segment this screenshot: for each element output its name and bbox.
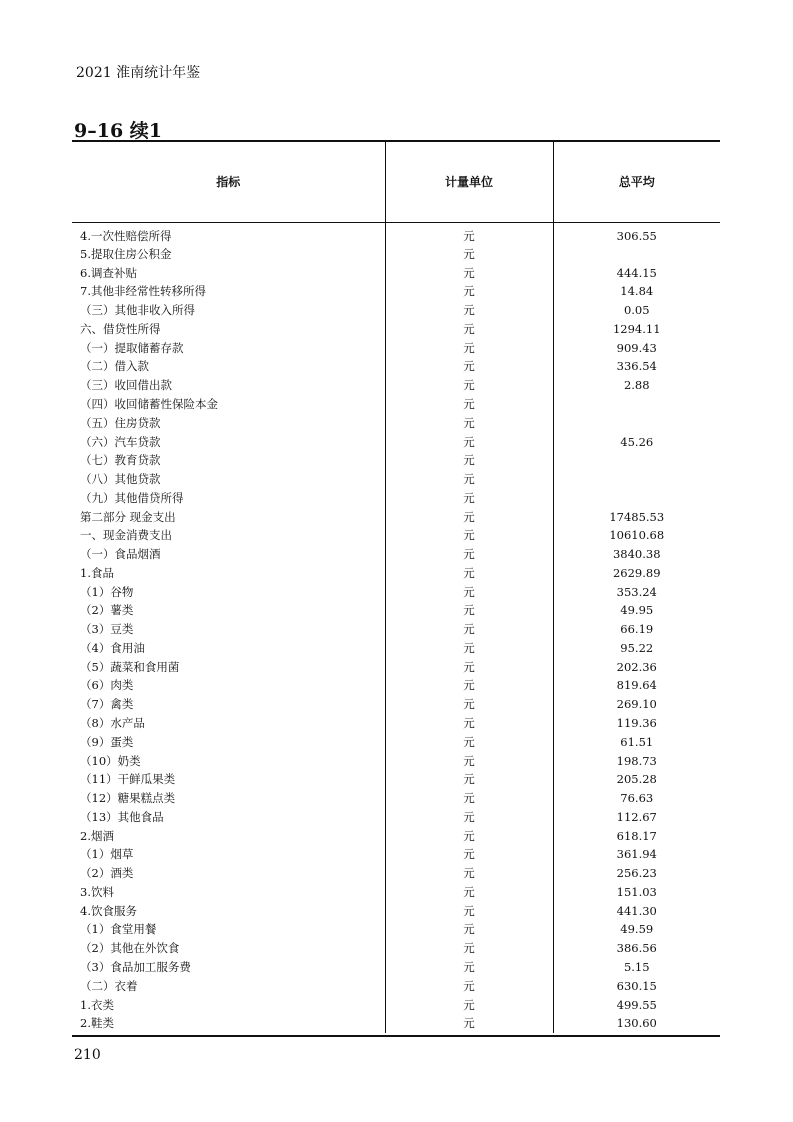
table-row: [72, 395, 720, 414]
table-row: [72, 789, 720, 808]
row-unit: 元: [385, 507, 553, 526]
row-indicator: 2.鞋类: [80, 1016, 114, 1031]
row-indicator: （9）蛋类: [80, 734, 134, 749]
row-indicator: （四）收回储蓄性保险本金: [80, 397, 218, 411]
row-indicator: （三）其他非收入所得: [80, 303, 195, 318]
statistics-table: [72, 140, 720, 1033]
table-row: [72, 376, 720, 395]
row-unit: 元: [385, 995, 553, 1014]
table-row: [72, 282, 720, 301]
row-indicator: （六）汽车贷款: [80, 434, 161, 449]
row-unit: 元: [385, 357, 553, 376]
row-value: [553, 451, 720, 470]
row-value: 0.05: [623, 303, 650, 318]
row-indicator: （2）薯类: [80, 603, 134, 618]
row-unit: 元: [385, 320, 553, 339]
row-value: 119.36: [616, 716, 657, 731]
row-indicator: （5）蔬菜和食用菌: [80, 659, 180, 674]
row-value: 3840.38: [612, 547, 661, 562]
table-row: [72, 901, 720, 920]
row-unit: 元: [385, 245, 553, 264]
row-unit: 元: [385, 282, 553, 301]
row-value: 819.64: [616, 678, 657, 693]
column-header-average: 总平均: [618, 175, 655, 190]
table-row: [72, 582, 720, 601]
table-row: [72, 920, 720, 939]
row-value: 45.26: [620, 434, 654, 449]
row-unit: 元: [385, 676, 553, 695]
row-unit: 元: [385, 432, 553, 451]
table-row: [72, 507, 720, 526]
row-indicator: （1）烟草: [80, 847, 134, 862]
row-unit: 元: [385, 451, 553, 470]
row-unit: 元: [385, 338, 553, 357]
row-value: 256.23: [616, 866, 657, 881]
row-indicator: （2）其他在外饮食: [80, 941, 180, 956]
row-value: 14.84: [620, 284, 654, 299]
row-unit: 元: [385, 789, 553, 808]
row-indicator: （五）住房贷款: [80, 415, 161, 430]
row-unit: 元: [385, 714, 553, 733]
row-indicator: 一、现金消费支出: [80, 528, 172, 543]
row-unit: 元: [385, 1014, 553, 1033]
row-value: 909.43: [616, 340, 657, 355]
row-indicator: （一）食品烟酒: [80, 547, 161, 562]
table-row: [72, 864, 720, 883]
row-unit: 元: [385, 488, 553, 507]
row-value: 441.30: [616, 903, 657, 918]
row-indicator: （二）借入款: [80, 359, 149, 374]
row-indicator: 六、借贷性所得: [80, 321, 161, 336]
row-value: [553, 413, 720, 432]
table-title: 9–16 续1: [74, 120, 162, 142]
running-head: 2021 淮南统计年鉴: [76, 65, 201, 81]
row-indicator: 4.一次性赔偿所得: [80, 228, 172, 243]
row-value: 361.94: [616, 847, 657, 862]
table-row: [72, 526, 720, 545]
table-row: [72, 995, 720, 1014]
row-unit: 元: [385, 526, 553, 545]
row-unit: 元: [385, 864, 553, 883]
row-unit: 元: [385, 939, 553, 958]
page-number: 210: [74, 1047, 101, 1063]
row-unit: 元: [385, 807, 553, 826]
row-indicator: （一）提取储蓄存款: [80, 340, 184, 355]
table-row: [72, 432, 720, 451]
row-unit: 元: [385, 395, 553, 414]
row-value: 5.15: [623, 959, 650, 974]
row-indicator: （13）其他食品: [80, 809, 164, 824]
row-indicator: 1.衣类: [80, 997, 114, 1012]
row-indicator: （2）酒类: [80, 866, 134, 881]
table-row: [72, 301, 720, 320]
row-indicator: （三）收回借出款: [80, 378, 172, 393]
table-header-row: [72, 141, 720, 222]
row-unit: 元: [385, 770, 553, 789]
row-value: 499.55: [616, 997, 657, 1012]
table-row: [72, 958, 720, 977]
row-indicator: 3.饮料: [80, 884, 114, 899]
table-row: [72, 695, 720, 714]
table-row: [72, 976, 720, 995]
table-row: [72, 751, 720, 770]
table-row: [72, 807, 720, 826]
row-value: 202.36: [616, 659, 657, 674]
table-row: [72, 826, 720, 845]
table-row: [72, 488, 720, 507]
row-indicator: 6.调查补贴: [80, 265, 137, 280]
row-unit: 元: [385, 826, 553, 845]
table-row: [72, 545, 720, 564]
table-row: [72, 939, 720, 958]
row-value: 630.15: [616, 978, 657, 993]
table-row: [72, 451, 720, 470]
row-unit: 元: [385, 976, 553, 995]
row-unit: 元: [385, 620, 553, 639]
row-value: 353.24: [616, 584, 657, 599]
row-value: 269.10: [616, 697, 657, 712]
table-row: [72, 222, 720, 245]
row-indicator: （3）豆类: [80, 622, 134, 637]
row-value: 66.19: [620, 622, 654, 637]
table-row: [72, 657, 720, 676]
row-value: [553, 395, 720, 414]
row-unit: 元: [385, 601, 553, 620]
table-row: [72, 714, 720, 733]
table-row: [72, 338, 720, 357]
row-value: 10610.68: [609, 528, 665, 543]
row-value: 306.55: [616, 228, 657, 243]
row-indicator: （3）食品加工服务费: [80, 959, 191, 974]
table-row: [72, 620, 720, 639]
row-indicator: （11）干鲜瓜果类: [80, 772, 176, 787]
row-indicator: 2.烟酒: [80, 828, 114, 843]
row-unit: 元: [385, 413, 553, 432]
row-unit: 元: [385, 582, 553, 601]
row-value: 49.59: [620, 922, 654, 937]
row-unit: 元: [385, 901, 553, 920]
row-indicator: 第二部分 现金支出: [80, 509, 176, 524]
table-row: [72, 564, 720, 583]
row-value: 1294.11: [612, 321, 661, 336]
row-indicator: （二）衣着: [80, 978, 138, 993]
table-row: [72, 1014, 720, 1033]
row-value: [553, 488, 720, 507]
row-unit: 元: [385, 751, 553, 770]
row-indicator: （1）食堂用餐: [80, 922, 157, 937]
row-value: [553, 245, 720, 264]
table-row: [72, 601, 720, 620]
row-indicator: 4.饮食服务: [80, 903, 137, 918]
table-bottom-rule: [72, 1035, 720, 1037]
column-header-unit: 计量单位: [385, 141, 553, 222]
table-row: [72, 470, 720, 489]
row-value: 112.67: [616, 809, 657, 824]
table-row: [72, 639, 720, 658]
row-unit: 元: [385, 958, 553, 977]
column-header-indicator: 指标: [216, 175, 241, 190]
row-indicator: （4）食用油: [80, 640, 145, 655]
table-row: [72, 732, 720, 751]
row-unit: 元: [385, 222, 553, 245]
row-value: 205.28: [616, 772, 657, 787]
row-value: 151.03: [616, 884, 657, 899]
row-indicator: （6）肉类: [80, 678, 134, 693]
row-indicator: （7）禽类: [80, 697, 134, 712]
row-indicator: （九）其他借贷所得: [80, 490, 184, 505]
row-value: 444.15: [616, 265, 657, 280]
table-row: [72, 357, 720, 376]
row-unit: 元: [385, 470, 553, 489]
row-value: 49.95: [620, 603, 654, 618]
table-row: [72, 883, 720, 902]
row-value: 336.54: [616, 359, 657, 374]
row-value: 386.56: [616, 941, 657, 956]
row-value: 2.88: [623, 378, 650, 393]
row-value: 198.73: [616, 753, 657, 768]
table-row: [72, 320, 720, 339]
row-indicator: （10）奶类: [80, 753, 141, 768]
table-row: [72, 413, 720, 432]
row-indicator: （1）谷物: [80, 584, 134, 599]
row-unit: 元: [385, 263, 553, 282]
row-value: 95.22: [620, 640, 654, 655]
row-value: 61.51: [620, 734, 654, 749]
row-value: 2629.89: [612, 565, 661, 580]
row-value: 17485.53: [609, 509, 665, 524]
row-indicator: （12）糖果糕点类: [80, 791, 176, 806]
row-unit: 元: [385, 883, 553, 902]
row-indicator: （8）水产品: [80, 716, 145, 731]
table-row: [72, 676, 720, 695]
table-row: [72, 263, 720, 282]
row-unit: 元: [385, 920, 553, 939]
row-unit: 元: [385, 564, 553, 583]
row-indicator: （七）教育贷款: [80, 453, 161, 468]
row-unit: 元: [385, 376, 553, 395]
row-indicator: 5.提取住房公积金: [80, 246, 172, 261]
table-row: [72, 845, 720, 864]
table-row: [72, 245, 720, 264]
row-indicator: （八）其他贷款: [80, 472, 161, 487]
row-unit: 元: [385, 301, 553, 320]
table-row: [72, 770, 720, 789]
row-unit: 元: [385, 657, 553, 676]
row-unit: 元: [385, 545, 553, 564]
row-unit: 元: [385, 695, 553, 714]
row-value: [553, 470, 720, 489]
row-unit: 元: [385, 732, 553, 751]
row-unit: 元: [385, 845, 553, 864]
row-value: 76.63: [620, 791, 654, 806]
row-value: 130.60: [616, 1016, 657, 1031]
row-value: 618.17: [616, 828, 657, 843]
row-unit: 元: [385, 639, 553, 658]
row-indicator: 7.其他非经常性转移所得: [80, 284, 206, 299]
row-indicator: 1.食品: [80, 565, 114, 580]
